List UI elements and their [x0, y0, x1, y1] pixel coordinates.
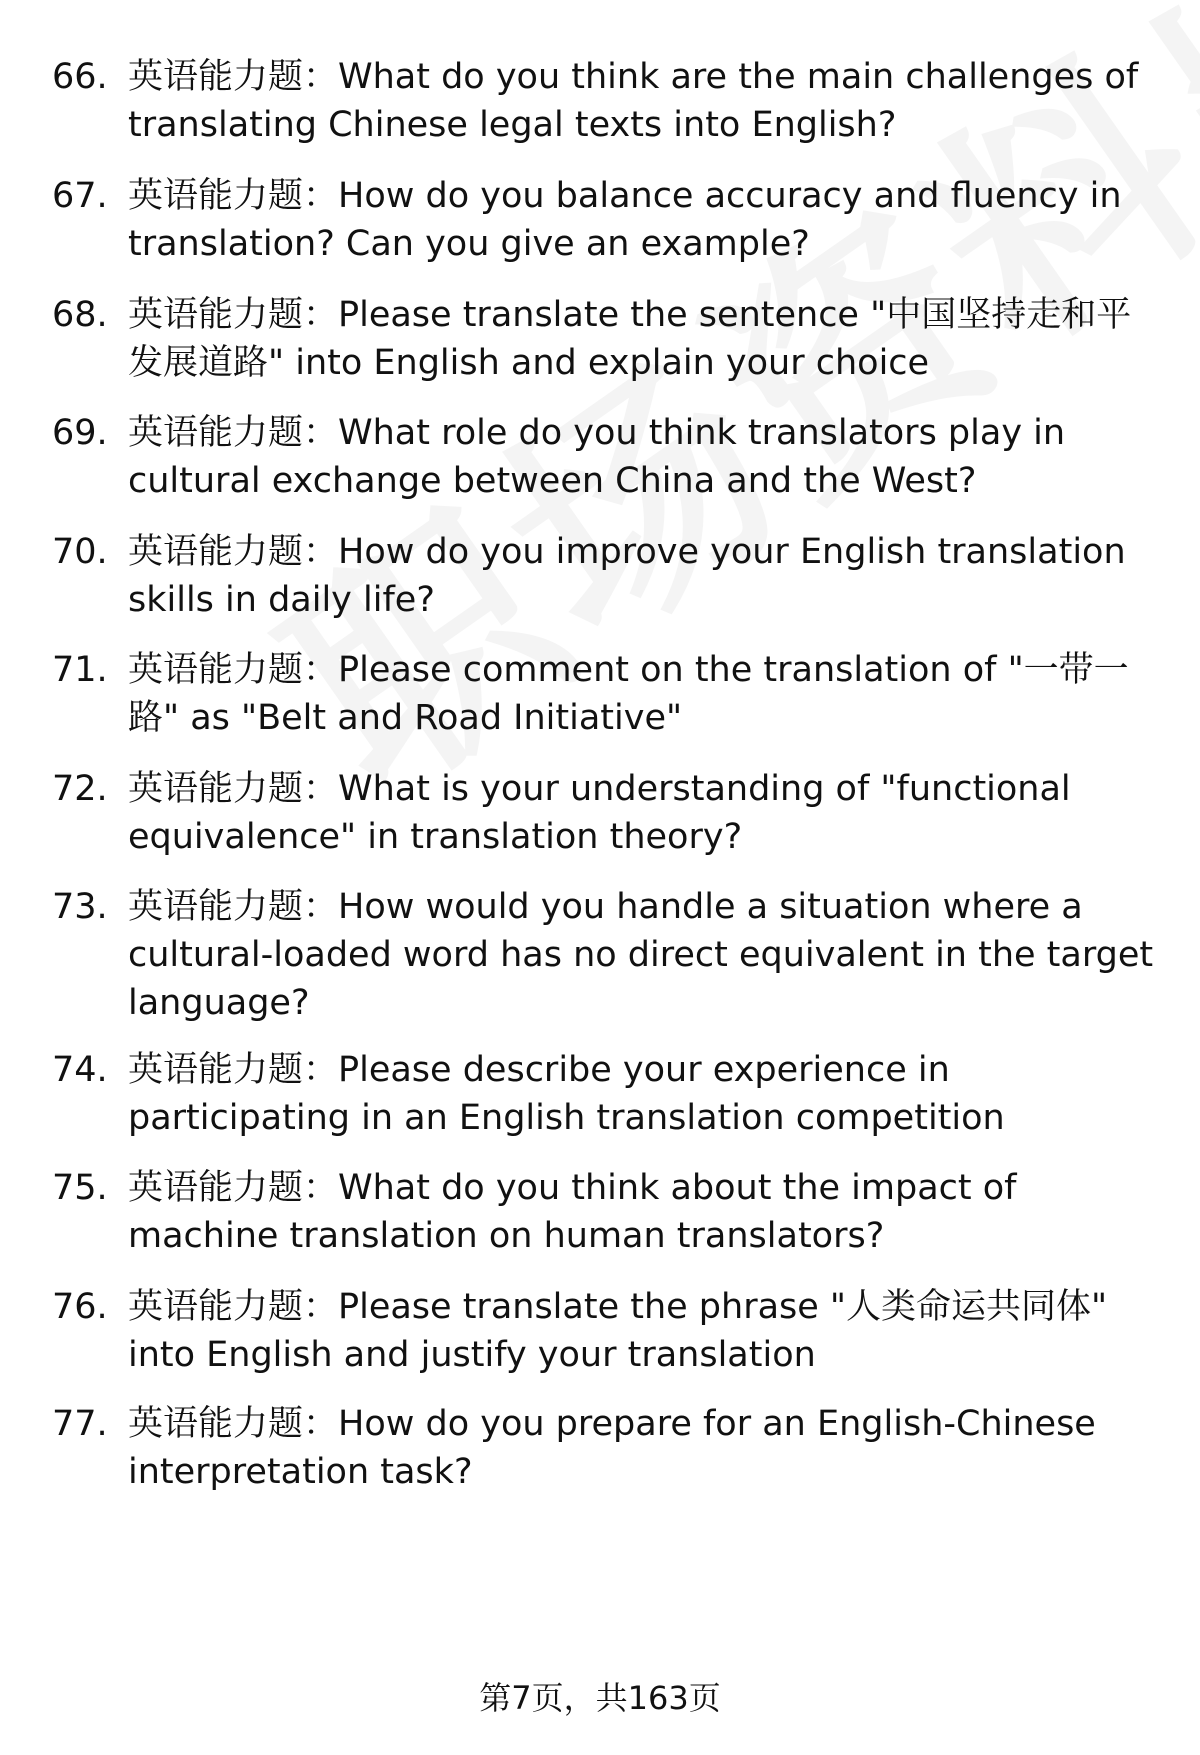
question-number: 66.	[52, 57, 108, 97]
question-text: 英语能力题：Please describe your experience in participating in an English translation competition	[128, 1050, 1005, 1138]
question-text: 英语能力题：Please translate the sentence "中国坚持走和平发展道路" into English and explain your choice	[128, 295, 1132, 383]
question-text: 英语能力题：Please comment on the translation of "一带一路" as "Belt and Road Initiative"	[128, 650, 1129, 738]
question-text: 英语能力题：What is your understanding of "functional equivalence" in translation theory?	[128, 769, 1071, 857]
question-text: 英语能力题：How do you improve your English translation skills in daily life?	[128, 532, 1126, 620]
question-number: 70.	[52, 532, 108, 572]
question-number: 71.	[52, 650, 108, 690]
question-number: 76.	[52, 1287, 108, 1327]
question-text: 英语能力题：How would you handle a situation where a cultural-loaded word has no direct equivalent in the target language?	[128, 887, 1154, 1023]
question-number: 75.	[52, 1168, 108, 1208]
question-text: 英语能力题：What do you think about the impact of machine translation on human translators?	[128, 1168, 1017, 1256]
question-number: 77.	[52, 1404, 108, 1444]
question-text: 英语能力题：What role do you think translators play in cultural exchange between China and the West?	[128, 413, 1066, 501]
question-text: 英语能力题：Please translate the phrase "人类命运共同体" into English and justify your translation	[128, 1287, 1108, 1375]
question-number: 72.	[52, 769, 108, 809]
question-text: 英语能力题：How do you prepare for an English-Chinese interpretation task?	[128, 1404, 1096, 1492]
question-number: 68.	[52, 295, 108, 335]
question-number: 73.	[52, 887, 108, 927]
question-number: 67.	[52, 176, 108, 216]
question-text: 英语能力题：How do you balance accuracy and fluency in translation? Can you give an example?	[128, 176, 1122, 264]
question-number: 69.	[52, 413, 108, 453]
question-number: 74.	[52, 1050, 108, 1090]
page-footer: 第7页，共163页	[479, 1679, 721, 1717]
question-text: 英语能力题：What do you think are the main challenges of translating Chinese legal texts into English?	[128, 57, 1139, 145]
